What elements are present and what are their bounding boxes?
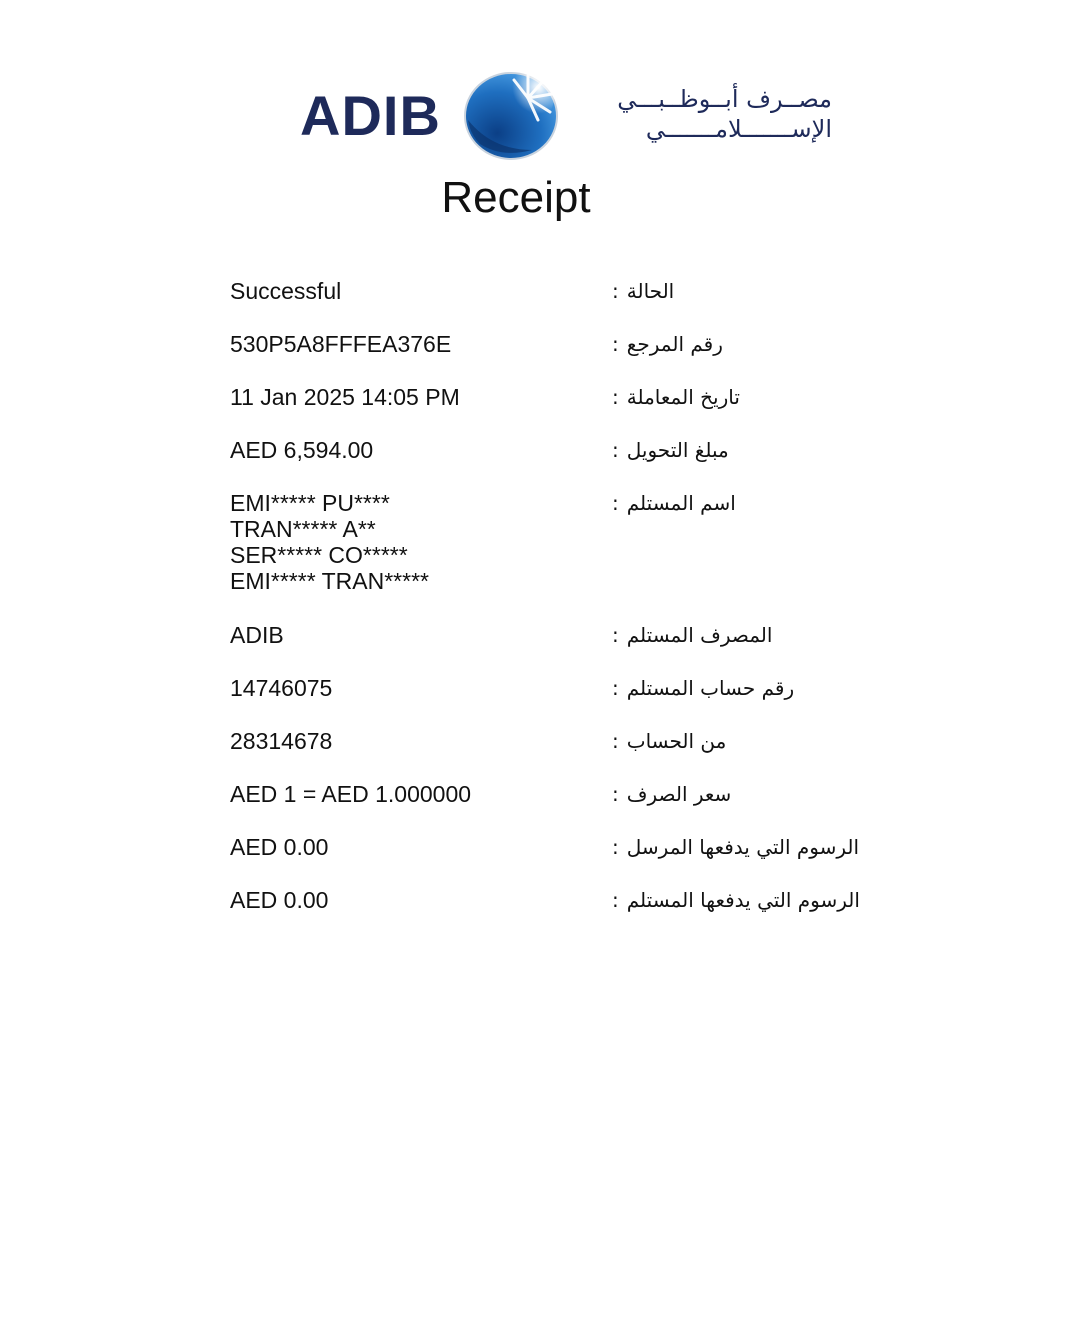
bank-logo xyxy=(300,70,840,162)
beneficiary-account-value: 14746075 xyxy=(230,675,333,701)
exchange-rate-label: سعر الصرف: xyxy=(612,782,732,806)
logo-wordmark-arabic xyxy=(582,84,832,144)
logo-arabic-line-1: مصــرف أبــوظــبـــي xyxy=(617,85,832,113)
transfer-amount-label: مبلغ التحويل: xyxy=(612,438,729,462)
beneficiary-name-line: EMI***** TRAN***** xyxy=(230,568,429,594)
logo-wordmark-latin: ADIB xyxy=(300,84,441,147)
beneficiary-name-value xyxy=(230,490,600,594)
reference-value: 530P5A8FFFEA376E xyxy=(230,331,452,357)
status-value: Successful xyxy=(230,278,342,304)
receipt-title: Receipt xyxy=(441,173,591,222)
beneficiary-name-line: TRAN***** A** xyxy=(230,516,376,542)
transaction-date-label: تاريخ المعاملة: xyxy=(612,385,740,409)
beneficiary-account-label: رقم حساب المستلم: xyxy=(612,676,795,700)
transaction-date-value: 11 Jan 2025 14:05 PM xyxy=(230,384,460,410)
receiver-fees-value: AED 0.00 xyxy=(230,887,329,913)
status-label: الحالة: xyxy=(612,279,675,303)
from-account-value: 28314678 xyxy=(230,728,333,754)
beneficiary-bank-label: المصرف المستلم: xyxy=(612,623,773,647)
sender-fees-label: الرسوم التي يدفعها المرسل: xyxy=(612,835,860,859)
beneficiary-name-line: SER***** CO***** xyxy=(230,542,408,568)
transfer-amount-value: AED 6,594.00 xyxy=(230,437,374,463)
beneficiary-name-label: اسم المستلم: xyxy=(612,491,736,515)
adib-emblem-icon xyxy=(462,70,560,162)
from-account-label: من الحساب: xyxy=(612,729,727,753)
exchange-rate-value: AED 1 = AED 1.000000 xyxy=(230,781,472,807)
logo-arabic-line-2: الإســـــــلامـــــــي xyxy=(645,115,832,143)
reference-label: رقم المرجع: xyxy=(612,332,723,356)
beneficiary-name-line: EMI***** PU**** xyxy=(230,490,390,516)
beneficiary-bank-value: ADIB xyxy=(230,622,284,648)
sender-fees-value: AED 0.00 xyxy=(230,834,329,860)
receiver-fees-label: الرسوم التي يدفعها المستلم: xyxy=(612,888,860,912)
